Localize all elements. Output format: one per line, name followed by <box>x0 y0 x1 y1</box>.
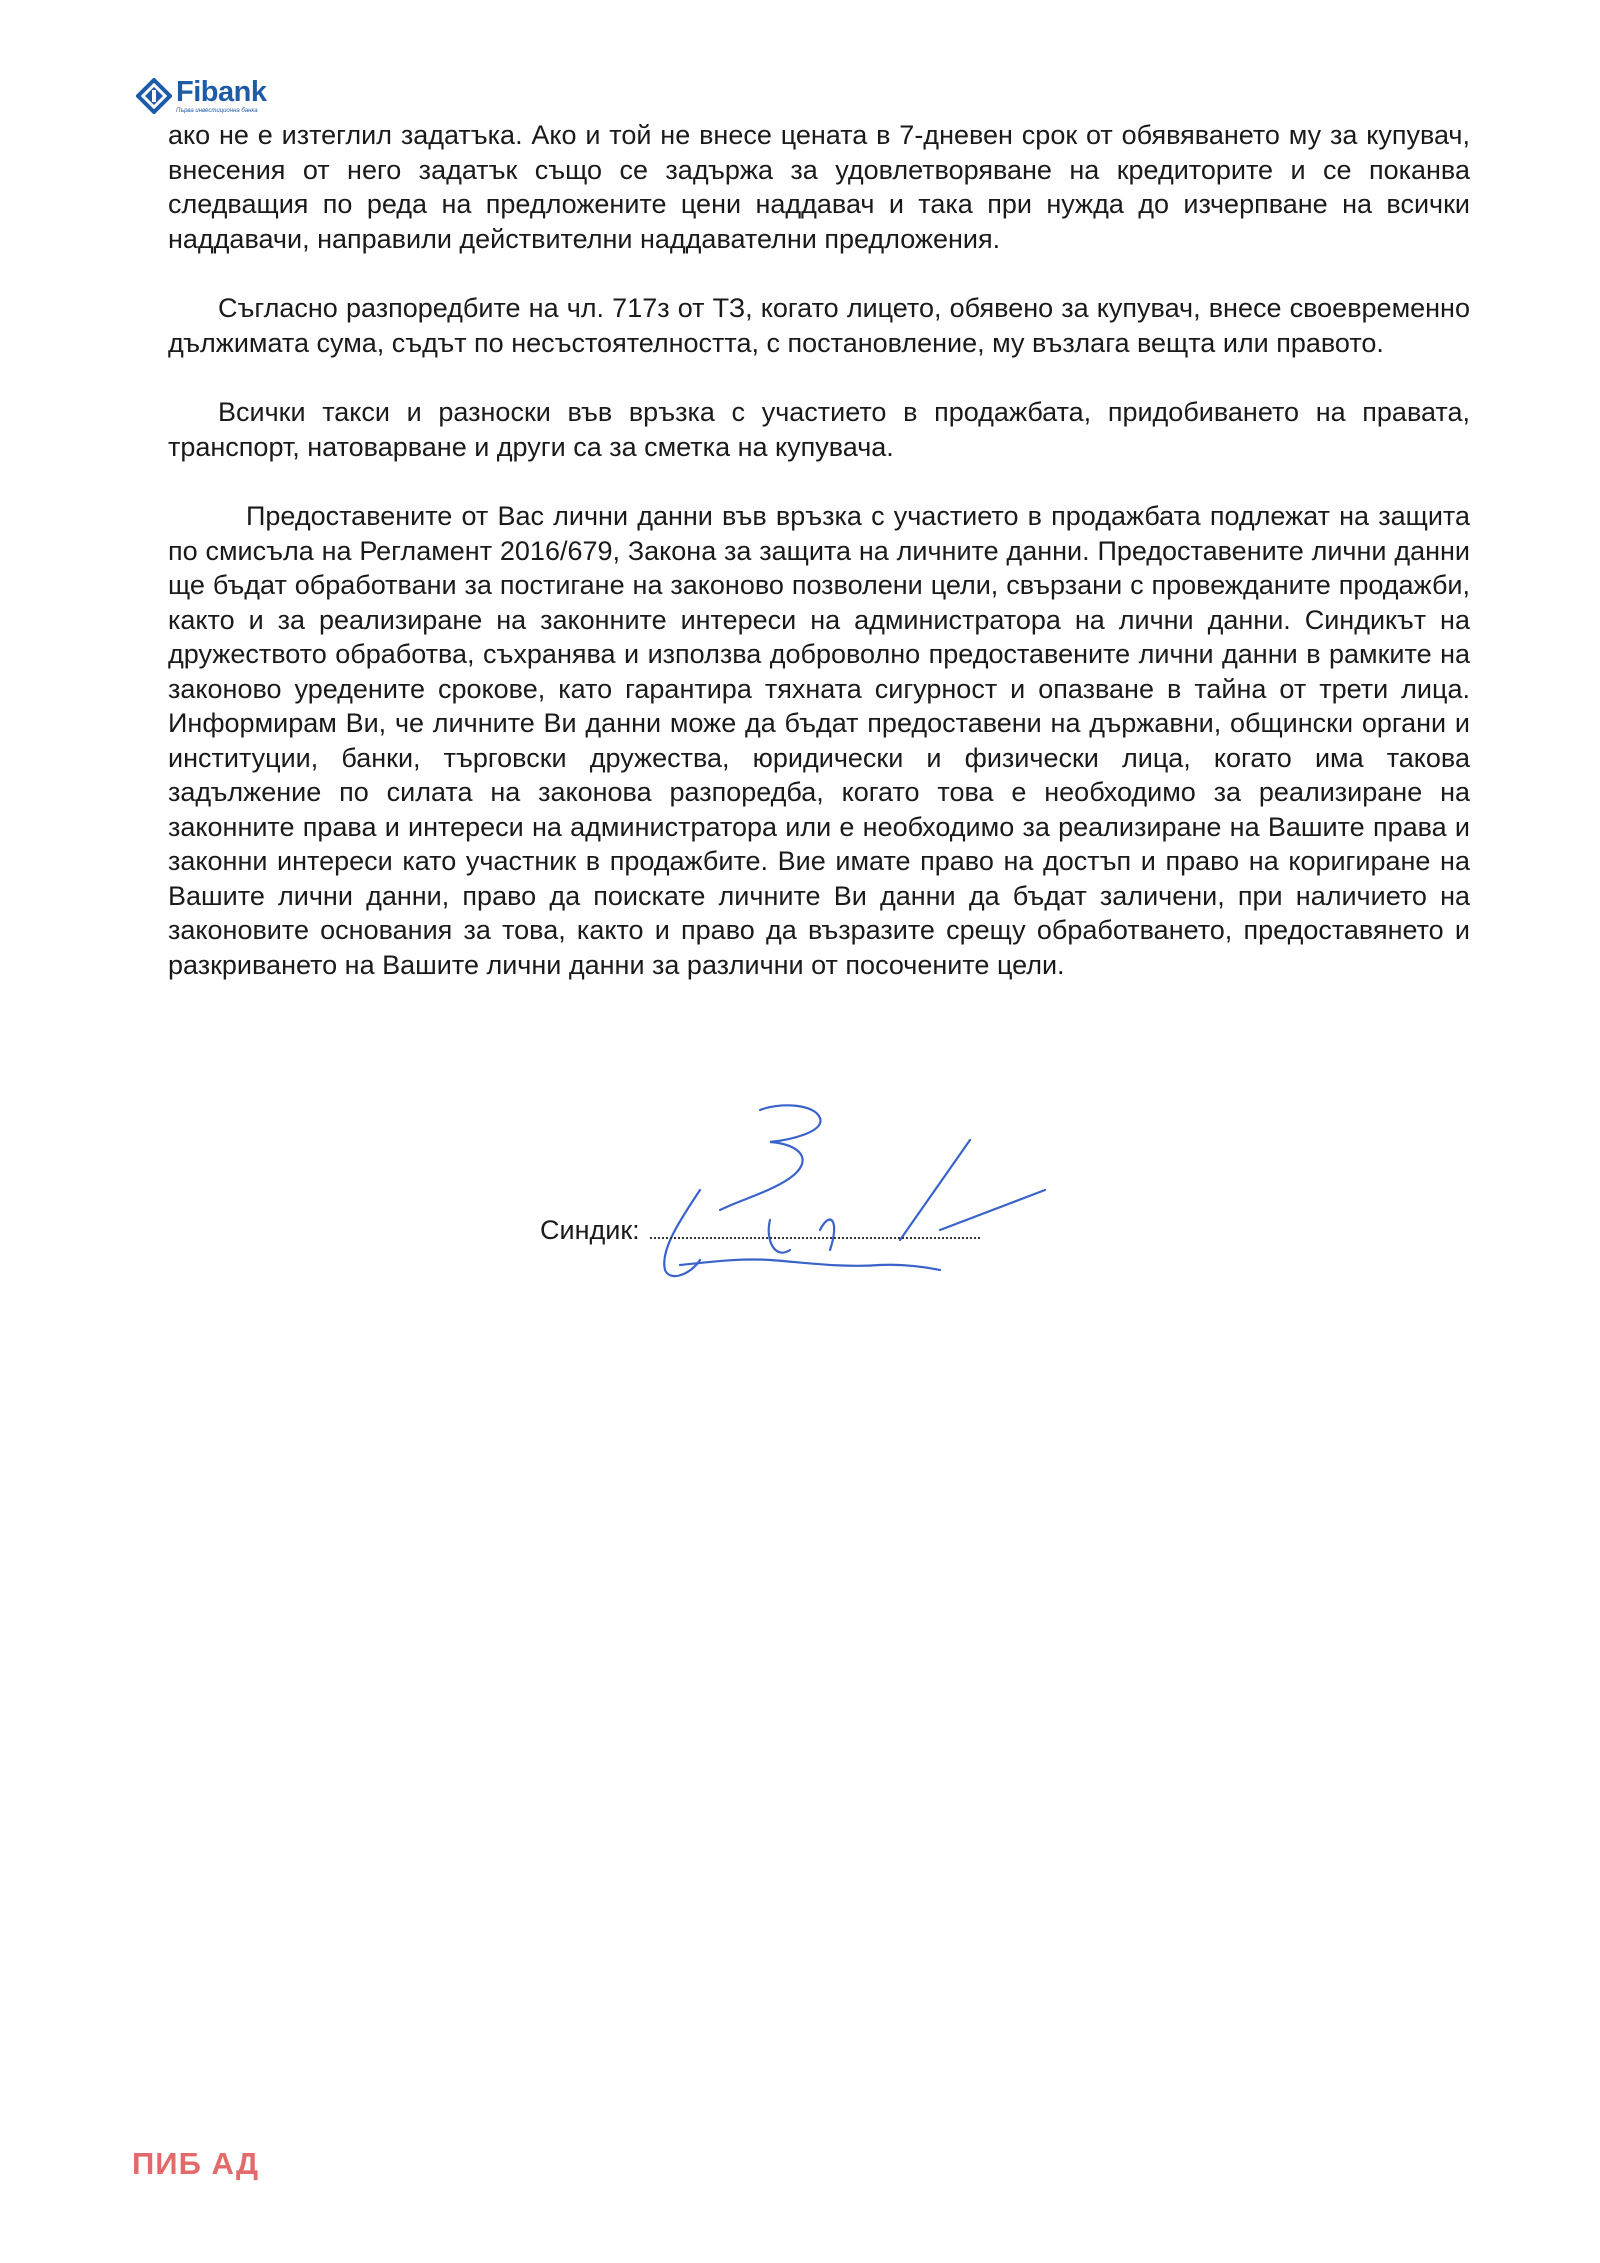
paragraph-3: Всички такси и разноски във връзка с участието в продажбата, придобиването на правата, транспорт, натоварване и други са за сметка на купувача. <box>168 397 1470 462</box>
signature-block <box>540 1215 980 1246</box>
handwritten-signature <box>640 1100 1060 1290</box>
footer-stamp: ПИБ АД <box>132 2146 260 2181</box>
signature-line <box>650 1217 980 1239</box>
document-body <box>168 118 1470 1017</box>
paragraph-2: Съгласно разпоредбите на чл. 717з от ТЗ, когато лицето, обявено за купувач, внесе своевременно дължимата сума, съдът по несъстоятелността, с постановление, му възлага вещта или правото. <box>168 293 1470 358</box>
brand-logo <box>136 78 266 114</box>
signature-label: Синдик: <box>540 1215 640 1245</box>
fibank-logo-icon <box>136 78 172 114</box>
paragraph-1: ако не е изтеглил задатъка. Ако и той не внесе цената в 7-дневен срок от обявяването му за купувач, внесения от него задатък също се задържа за удовлетворяване на кредиторите и се поканва следващия по реда на предложените цени наддавач и така при нужда до изчерпване на всички наддавачи, направили действителни наддавателни предложения. <box>168 120 1470 254</box>
brand-name: Fibank <box>176 76 267 108</box>
paragraph-4: Предоставените от Вас лични данни във връзка с участието в продажбата подлежат на защита по смисъла на Регламент 2016/679, Закона за защита на личните данни. Предоставените лични данни ще бъдат обработвани за постигане на законово позволени цели, свързани с провежданите продажби, както и за реализиране на законните интереси на администратора на лични данни. Синдикът на дружеството обработва, съхранява и използва доброволно предоставените лични данни в рамките на законово уредените срокове, като гарантира тяхната сигурност и опазване в тайна от трети лица. Информирам Ви, че личните Ви данни може да бъдат предоставени на държавни, общински органи и институции, банки, търговски дружества, юридически и физически лица, когато има такова задължение по силата на законова разпоредба, когато това е необходимо за реализиране на законните права и интереси на администратора или е необходимо за реализиране на Вашите права и законни интереси като участник в продажбите. Вие имате право на достъп и право на коригиране на Вашите лични данни, право да поискате личните Ви данни да бъдат заличени, при наличието на законовите основания за това, както и право да възразите срещу обработването, предоставянето и разкриването на Вашите лични данни за различни от посочените цели. <box>168 501 1470 980</box>
brand-tagline: Първа инвестиционна банка <box>176 108 258 114</box>
